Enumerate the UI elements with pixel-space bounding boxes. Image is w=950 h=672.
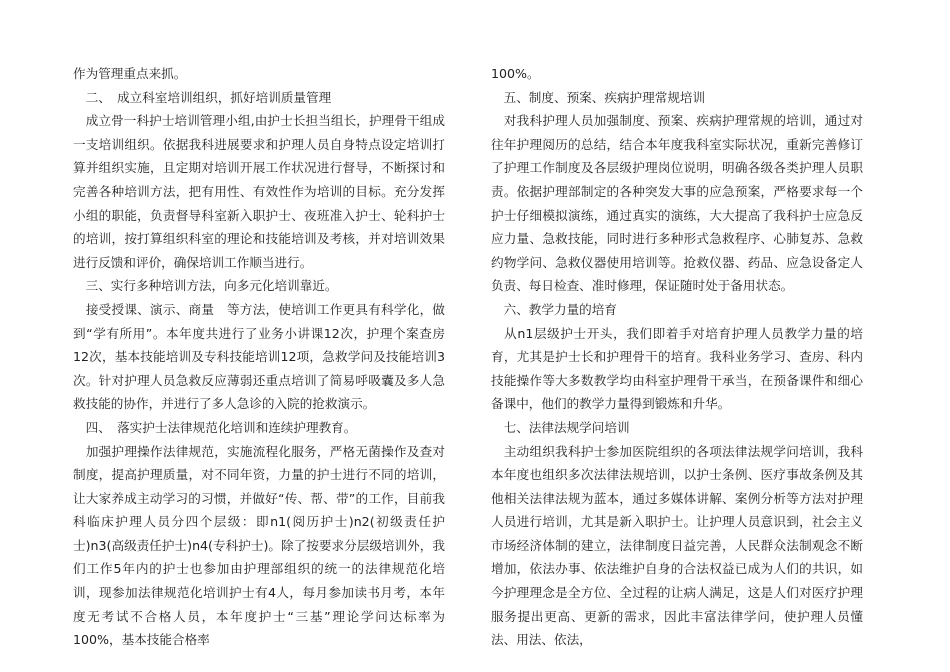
section-heading: 二、 成立科室培训组织，抓好培训质量管理 xyxy=(73,89,332,105)
left-column xyxy=(73,62,445,652)
section-heading: 三、实行多种培训方法，向多元化培训靠近。 xyxy=(73,278,338,294)
paragraph: 成立骨一科护士培训管理小组,由护士长担当组长，护理骨干组成一支培训组织。依据我科进展要求和护理人员自身特点设定培训打算并组织实施，且定期对培训开展工作状况进行督导，不断探讨和完善各种培训方法，把有用性、有效性作为培训的目标。充分发挥小组的职能，负责督导科室新入职护士、夜班准入护士、轮科护士的培训，按打算组织科室的理论和技能培训及考核，并对培训效果进行反馈和评价，确保培训工作顺当进行。 xyxy=(73,113,445,270)
paragraph: 作为管理重点来抓。 xyxy=(73,66,187,81)
section-heading: 六、教学力量的培育 xyxy=(491,301,617,317)
paragraph: 对我科护理人员加强制度、预案、疾病护理常规的培训，通过对往年护理阅历的总结，结合本年度我科室实际状况，重新完善修订了护理工作制度及各层级护理岗位说明，明确各级各类护理人员职责。依据护理部制定的各种突发大事的应急预案，严格要求每一个护士仔细模拟演练，通过真实的演练，大大提高了我科护士应急反应力量、急救技能，同时进行多种形式急救程序、心肺复苏、急救约物学问、急救仪器使用培训等。抢救仪器、药品、应急设备定人负责、每日检查、准时修理，保证随时处于备用状态。 xyxy=(491,113,863,294)
section-heading: 五、制度、预案、疾病护理常规培训 xyxy=(491,89,706,105)
paragraph: 100%。 xyxy=(491,66,540,81)
paragraph: 加强护理操作法律规范，实施流程化服务，严格无菌操作及查对制度，提高护理质量，对不同年资，力量的护士进行不同的培训，让大家养成主动学习的习惯，并做好“传、帮、带”的工作，目前我科临床护理人员分四个层级：即n1(阅历护士)n2(初级责任护士)n3(高级责任护士)n4(专科护士)。除了按要求分层级培训外，我们工作5年内的护士也参加由护理部组织的统一的法律规范化培训，现参加法律规范化培训护士有4人，每月参加读书月考，本年度无考试不合格人员，本年度护士“三基”理论学问达标率为100%，基本技能合格率 xyxy=(73,443,445,648)
section-heading: 七、法律法规学问培训 xyxy=(491,419,630,435)
section-heading: 四、 落实护士法律规范化培训和连续护理教育。 xyxy=(73,419,357,435)
right-column xyxy=(491,62,863,652)
paragraph: 从n1层级护士开头，我们即着手对培育护理人员教学力量的培育，尤其是护士长和护理骨干的培育。我科业务学习、查房、科内技能操作等大多数教学均由科室护理骨干承当，在预备课件和细心备课中，他们的教学力量得到锻炼和升华。 xyxy=(491,325,863,412)
paragraph: 主动组织我科护士参加医院组织的各项法律法规学问培训，我科本年度也组织多次法律法规培训，以护士条例、医疗事故条例及其他相关法律法规为蓝本，通过多媒体讲解、案例分析等方法对护理人员进行培训，尤其是新入职护士。让护理人员意识到，社会主义市场经济体制的建立，法律制度日益完善，人民群众法制观念不断增加，依法办事、依法维护自身的合法权益已成为人们的共识，如今护理理念是全方位、全过程的让病人满足，这是人们对医疗护理服务提出更高、更新的需求，因此丰富法律学问，使护理人员懂法、用法、依法， xyxy=(491,443,863,648)
paragraph: 接受授课、演示、商量 等方法，使培训工作更具有科学化，做到“学有所用”。本年度共进行了业务小讲课12次，护理个案查房12次，基本技能培训及专科技能培训12项，急救学问及技能培训3次。针对护理人员急救反应薄弱还重点培训了简易呼吸囊及多人急救技能的协作，并进行了多人急诊的入院的抢救演示。 xyxy=(73,301,445,412)
